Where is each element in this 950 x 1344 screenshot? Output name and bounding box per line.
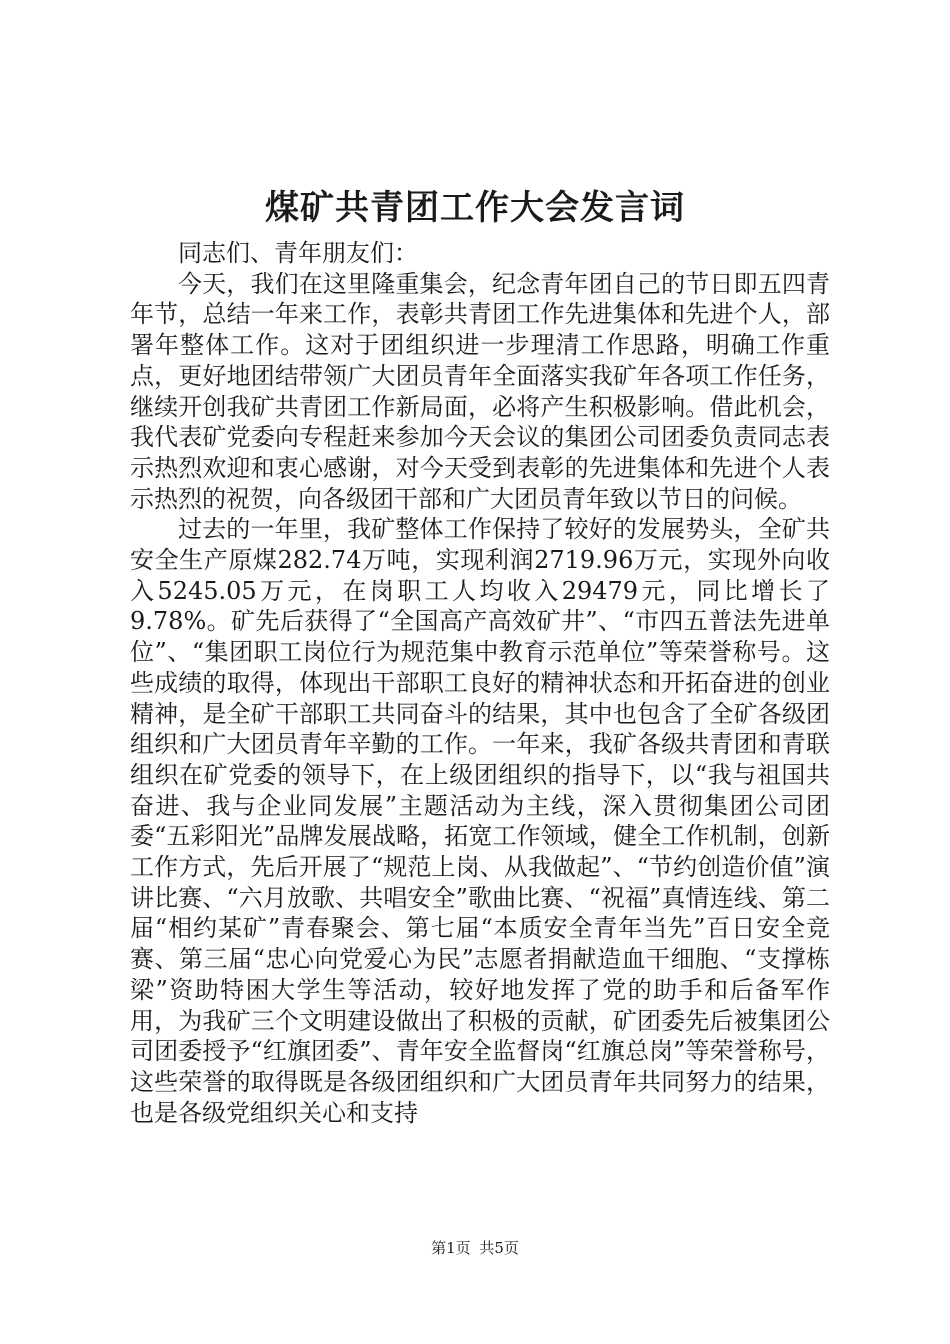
page-number: 第1页 <box>431 1239 471 1257</box>
document-body <box>130 238 830 1128</box>
body-paragraph: 过去的一年里，我矿整体工作保持了较好的发展势头，全矿共安全生产原煤282.74万吨，实现利润2719.96万元，实现外向收入5245.05万元，在岗职工人均收入29479元，同比增长了9.78%。矿先后获得了“全国高产高效矿井”、“市四五普法先进单位”、“集团职工岗位行为规范集中教育示范单位”等荣誉称号。这些成绩的取得，体现出干部职工良好的精神状态和开拓奋进的创业精神，是全矿干部职工共同奋斗的结果，其中也包含了全矿各级团组织和广大团员青年辛勤的工作。一年来，我矿各级共青团和青联组织在矿党委的领导下，在上级团组织的指导下，以“我与祖国共奋进、我与企业同发展”主题活动为主线，深入贯彻集团公司团委“五彩阳光”品牌发展战略，拓宽工作领域，健全工作机制，创新工作方式，先后开展了“规范上岗、从我做起”、“节约创造价值”演讲比赛、“六月放歌、共唱安全”歌曲比赛、“祝福”真情连线、第二届“相约某矿”青春聚会、第七届“本质安全青年当先”百日安全竞赛、第三届“忠心向党爱心为民”志愿者捐献造血干细胞、“支撑栋梁”资助特困大学生等活动，较好地发挥了党的助手和后备军作用，为我矿三个文明建设做出了积极的贡献，矿团委先后被集团公司团委授予“红旗团委”、青年安全监督岗“红旗总岗”等荣誉称号，这些荣誉的取得既是各级团组织和广大团员青年共同努力的结果，也是各级党组织关心和支持 <box>130 515 830 1127</box>
salutation-paragraph: 同志们、青年朋友们： <box>178 239 418 267</box>
page-footer <box>0 1238 950 1258</box>
body-paragraph: 今天，我们在这里隆重集会，纪念青年团自己的节日即五四青年节，总结一年来工作，表彰共青团工作先进集体和先进个人，部署年整体工作。这对于团组织进一步理清工作思路，明确工作重点，更好地团结带领广大团员青年全面落实我矿年各项工作任务，继续开创我矿共青团工作新局面，必将产生积极影响。借此机会，我代表矿党委向专程赶来参加今天会议的集团公司团委负责同志表示热烈欢迎和衷心感谢，对今天受到表彰的先进集体和先进个人表示热烈的祝贺，向各级团干部和广大团员青年致以节日的问候。 <box>130 269 830 513</box>
document-title: 煤矿共青团工作大会发言词 <box>265 188 685 228</box>
page-total: 共5页 <box>479 1239 519 1257</box>
